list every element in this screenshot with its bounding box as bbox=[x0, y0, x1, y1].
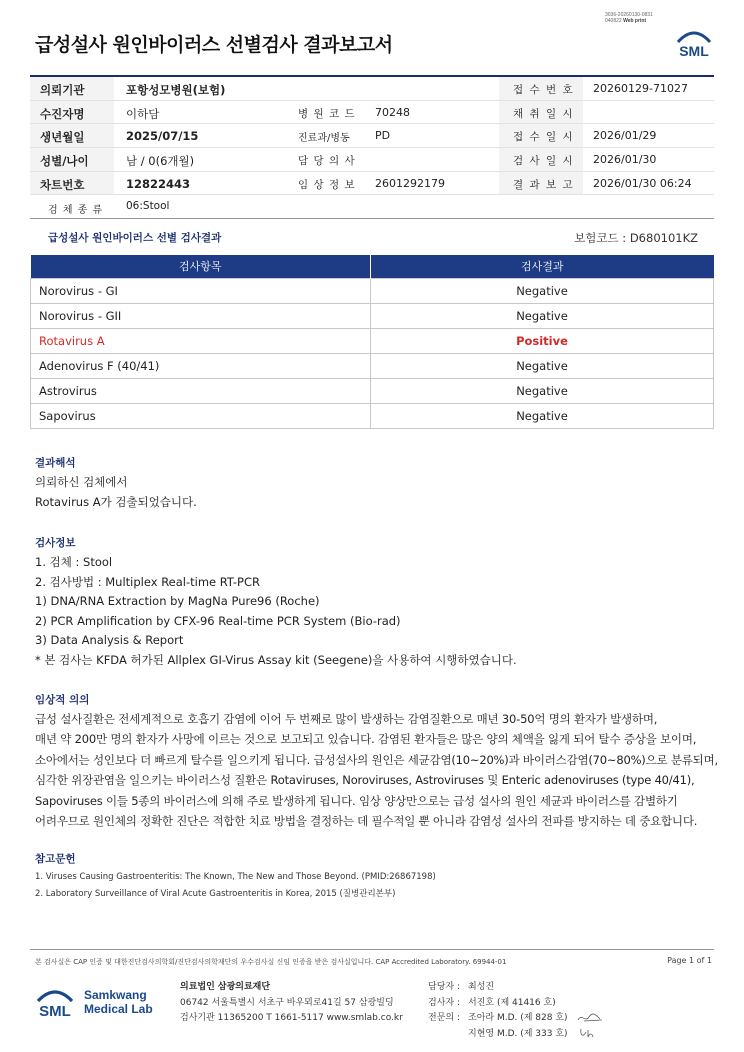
sml-logo-icon bbox=[674, 26, 714, 62]
report-title: 급성설사 원인바이러스 선별검사 결과보고서 bbox=[35, 34, 393, 56]
clinical-significance-title: 임상적 의의 bbox=[35, 694, 90, 706]
receipt-no-value: 20260129-71027 bbox=[593, 82, 688, 95]
report-label: 결 과 보 고 bbox=[513, 178, 575, 191]
info-row bbox=[30, 101, 714, 125]
specimen-value: 06:Stool bbox=[126, 200, 170, 213]
info-row bbox=[30, 77, 714, 101]
info-row bbox=[30, 172, 714, 196]
chart-value: 12822443 bbox=[126, 176, 191, 191]
clinical-info-value: 2601292179 bbox=[375, 176, 445, 190]
info-row bbox=[30, 195, 714, 219]
svg-text:SML: SML bbox=[679, 43, 709, 59]
specimen-label: 검 체 종 류 bbox=[48, 205, 104, 217]
table-header-row bbox=[31, 255, 714, 278]
receipt-no-label: 접 수 번 호 bbox=[513, 84, 575, 96]
references-title: 참고문헌 bbox=[35, 853, 76, 865]
results-table bbox=[30, 255, 714, 429]
lab-name: Samkwang Medical Lab bbox=[84, 988, 153, 1016]
receipt-date-value: 2026/01/29 bbox=[593, 129, 657, 143]
lab-address: 06742 서울특별시 서초구 바우뫼로41길 57 삼광빌딩 bbox=[180, 997, 394, 1008]
test-item: Astrovirus bbox=[31, 378, 371, 403]
table-row bbox=[31, 353, 714, 378]
test-item: Sapovirus bbox=[31, 403, 371, 428]
staff-list bbox=[428, 980, 568, 1042]
test-result: Negative bbox=[371, 278, 714, 303]
patient-info-grid bbox=[30, 75, 714, 219]
page-number: Page 1 of 1 bbox=[667, 956, 712, 965]
chart-label: 차트번호 bbox=[40, 177, 85, 192]
signature-1-icon bbox=[576, 1011, 606, 1025]
test-result: Positive bbox=[371, 328, 714, 353]
staff-row: 담당자 : 최성진 bbox=[428, 982, 495, 992]
staff-row: 지현영 M.D. (제 333 호) bbox=[468, 1028, 568, 1039]
table-row bbox=[31, 403, 714, 428]
document-code-line1: 3036-20260130-0831 bbox=[605, 12, 653, 18]
report-value: 2026/01/30 06:24 bbox=[593, 176, 692, 190]
sml-footer-logo-icon bbox=[35, 982, 75, 1022]
hospital-code-label: 병 원 코 드 bbox=[298, 107, 356, 120]
test-item: Adenovirus F (40/41) bbox=[31, 353, 371, 378]
col-result-header: 검사결과 bbox=[371, 255, 714, 278]
test-info-text: 1. 검체 : Stool 2. 검사방법 : Multiplex Real-time RT-PCR 1) DNA/RNA Extraction by MagNa Pure96 (Roche) 2) PCR Amplification by CFX-96 Real-time PCR System (Bio-rad) 3) Data Analysis & Report * 본 검사는 KFDA 허가된 Allplex GI-Virus Assay kit (Seegene)을 사용하여 시행하였습니다. bbox=[35, 555, 517, 667]
test-date-label: 검 사 일 시 bbox=[513, 155, 575, 168]
accreditation-note: 본 검사실은 CAP 인증 및 대한진단검사의학회/진단검사의학재단의 우수검사실 신임 인증을 받은 검사실입니다. CAP Accredited Laboratory. 69944-01 bbox=[35, 958, 507, 966]
test-result: Negative bbox=[371, 353, 714, 378]
test-item: Norovirus - GI bbox=[31, 278, 371, 303]
document-code bbox=[605, 12, 653, 24]
dob-value: 2025/07/15 bbox=[126, 129, 199, 144]
table-row bbox=[31, 278, 714, 303]
hospital-code-value: 70248 bbox=[375, 105, 410, 119]
requester-value: 포항성모병원(보험) bbox=[126, 83, 226, 97]
svg-text:SML: SML bbox=[39, 1003, 71, 1020]
dept-value: PD bbox=[375, 129, 391, 143]
clinical-info-label: 임 상 정 보 bbox=[298, 178, 356, 191]
test-result: Negative bbox=[371, 303, 714, 328]
staff-row: 전문의 : 조아라 M.D. (제 828 호) bbox=[428, 1013, 568, 1023]
info-row bbox=[30, 124, 714, 148]
requester-label: 의뢰기관 bbox=[40, 83, 85, 97]
doctor-label: 담 당 의 사 bbox=[298, 155, 356, 168]
interpretation-text: 의뢰하신 검체에서 Rotavirus A가 검출되었습니다. bbox=[35, 475, 197, 509]
references-text: 1. Viruses Causing Gastroenteritis: The Known, The New and Those Beyond. (PMID:26867198) 2. Laboratory Surveillance of Viral Acute Gastroenteritis in Korea, 2015 (질병관리본부) bbox=[35, 872, 436, 899]
sex-age-label: 성별/나이 bbox=[40, 154, 89, 169]
test-result: Negative bbox=[371, 403, 714, 428]
table-row bbox=[31, 303, 714, 328]
lab-org: 의료법인 삼광의료재단 bbox=[180, 982, 271, 992]
test-item: Norovirus - GII bbox=[31, 303, 371, 328]
test-result: Negative bbox=[371, 378, 714, 403]
test-item: Rotavirus A bbox=[31, 328, 371, 353]
patient-label: 수진자명 bbox=[40, 106, 85, 121]
table-row-positive bbox=[31, 328, 714, 353]
clinical-significance-text: 급성 설사질환은 전세계적으로 호흡기 감염에 이어 두 번째로 많이 발생하는 감염질환으로 매년 30-50억 명의 환자가 발생하며, 매년 약 200만 명의 환자가 사망에 이르는 것으로 보고되고 있습니다. 감염된 환자들은 많은 양의 체액을 잃게 되어 탈수 증상을 보이며, 소아에서는 성인보다 더 빠르게 탈수를 일으키게 됩니다. 급성설사의 원인은 세균감염(10~20%)과 바이러스감염(70~80%)으로 분류되며, 심각한 위장관염을 일으키는 바이러스성 질환은 Rotaviruses, Noroviruses, Astroviruses 및 Enteric adenoviruses (type 40/41), Sapoviruses 이들 5종의 바이러스에 의해 주로 발생하게 됩니다. 임상 양상만으로는 급성 설사의 원인 세균과 바이러스를 감별하기 어려우므로 원인체의 정확한 진단은 적합한 치료 방법을 결정하는 데 필수적일 뿐 아니라 감염성 설사의 전파를 방지하는 데 중요합니다. bbox=[35, 712, 718, 829]
signature-2-icon bbox=[576, 1026, 606, 1040]
lab-info bbox=[180, 980, 403, 1027]
lab-contact: 검사기관 11365200 T 1661-5117 www.smlab.co.kr bbox=[180, 1013, 403, 1023]
insurance-code: 보험코드 : D680101KZ bbox=[574, 231, 698, 245]
footer-divider bbox=[30, 949, 714, 950]
interpretation-title: 결과해석 bbox=[35, 457, 76, 469]
test-info-title: 검사정보 bbox=[35, 537, 76, 549]
patient-value: 이하담 bbox=[126, 106, 160, 121]
document-code-line2: 040822 Web print bbox=[605, 18, 647, 24]
col-item-header: 검사항목 bbox=[31, 255, 371, 278]
staff-row: 검사자 : 서진호 (제 41416 호) bbox=[428, 997, 556, 1008]
info-row bbox=[30, 148, 714, 172]
table-row bbox=[31, 378, 714, 403]
receipt-date-label: 접 수 일 시 bbox=[513, 131, 575, 144]
sex-age-value: 남 / 0(6개월) bbox=[126, 154, 195, 169]
collect-date-label: 채 취 일 시 bbox=[513, 107, 575, 120]
test-date-value: 2026/01/30 bbox=[593, 153, 657, 167]
dept-label: 진료과/병동 bbox=[298, 133, 350, 145]
dob-label: 생년월일 bbox=[40, 130, 85, 145]
results-section-title: 급성설사 원인바이러스 선별 검사결과 bbox=[48, 232, 222, 244]
